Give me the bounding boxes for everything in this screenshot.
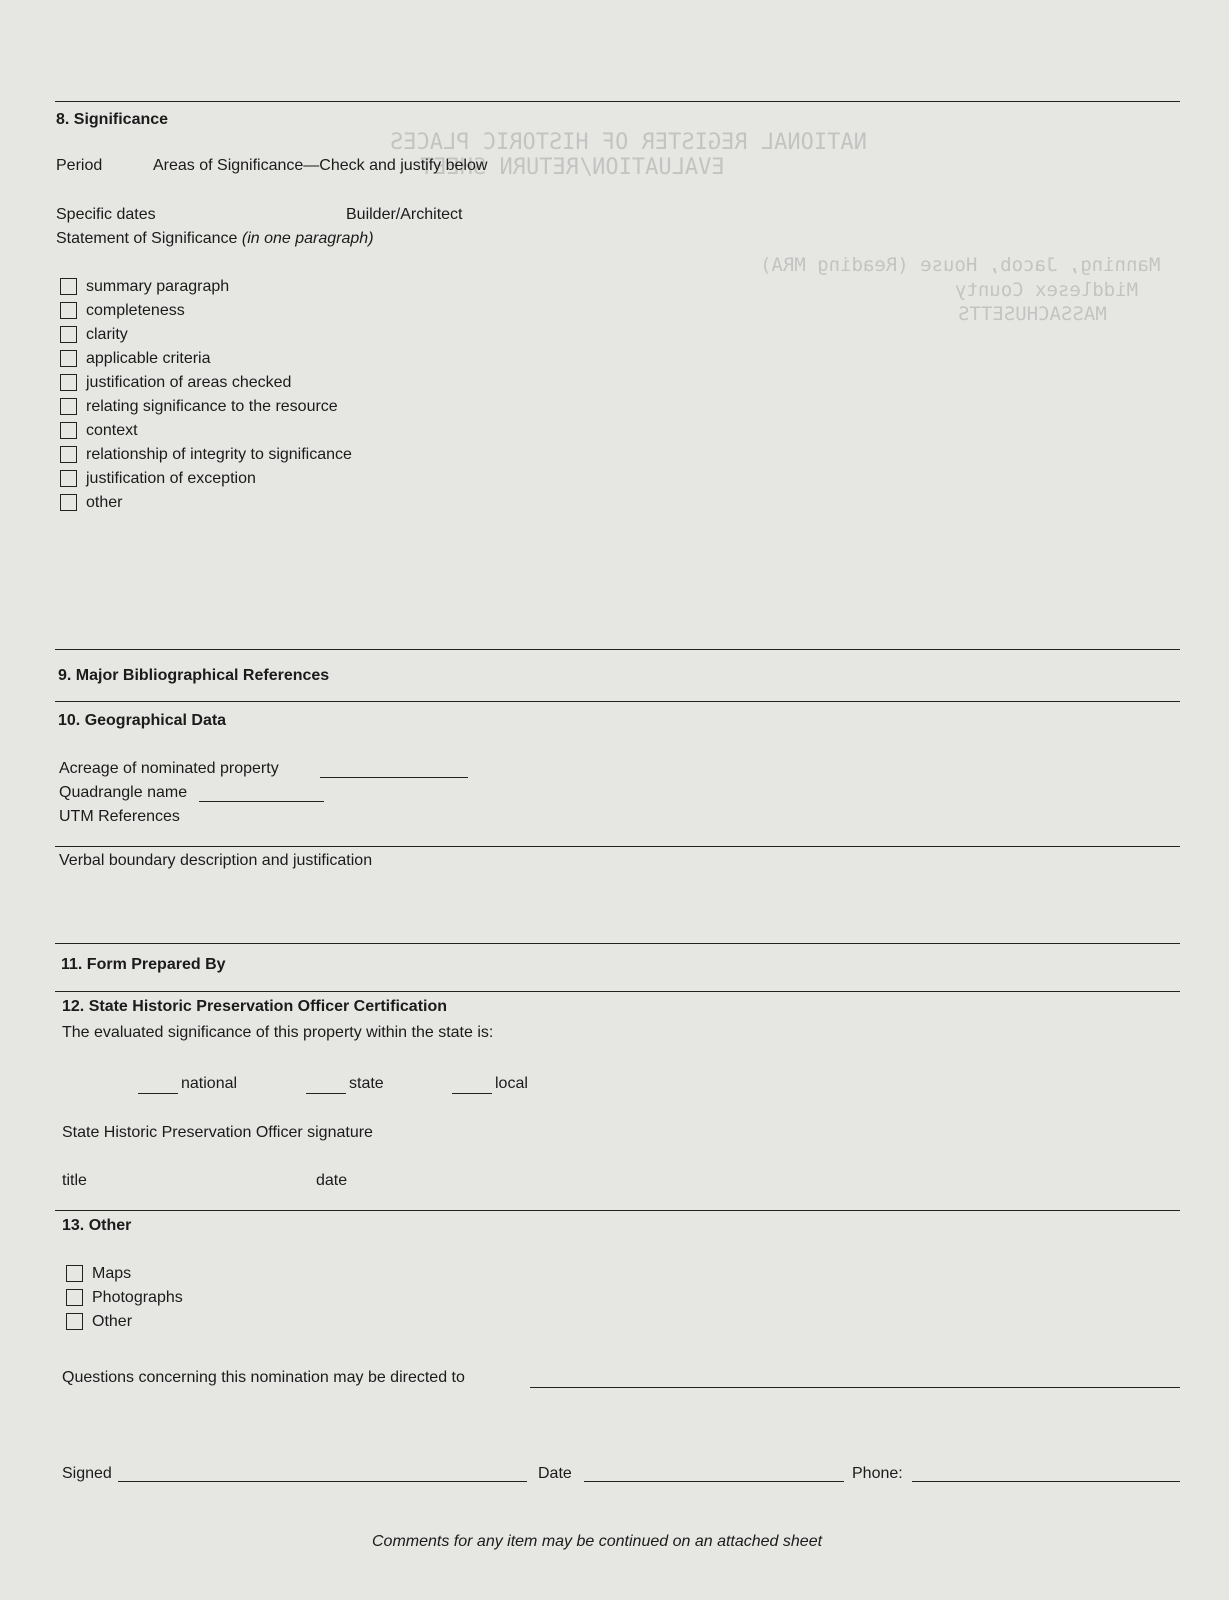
checkbox-clarity[interactable] xyxy=(60,326,77,343)
bleed-through-heading1: NATIONAL REGISTER OF HISTORIC PLACES xyxy=(390,130,867,155)
checkbox-maps[interactable] xyxy=(66,1265,83,1282)
section-11-heading: 11. Form Prepared By xyxy=(61,956,226,973)
title-label: title xyxy=(62,1172,87,1189)
other-item-other: Other xyxy=(92,1313,133,1330)
verbal-boundary-label: Verbal boundary description and justification xyxy=(59,852,373,869)
evaluated-significance-label: The evaluated significance of this property within the state is: xyxy=(62,1024,494,1041)
other-item-photographs: Photographs xyxy=(92,1289,183,1306)
checklist-item-justification-of-exception: justification of exception xyxy=(86,470,256,487)
rule-before-section-9 xyxy=(55,649,1180,650)
rule-before-section-13 xyxy=(55,1210,1180,1211)
checkbox-applicable-criteria[interactable] xyxy=(60,350,77,367)
checklist-item-relationship-of-integrity: relationship of integrity to significance xyxy=(86,446,352,463)
local-label: local xyxy=(495,1075,528,1092)
checklist-item-context: context xyxy=(86,422,138,439)
bleed-through-line3: MASSACHUSETTS xyxy=(958,303,1107,325)
footer-date-field[interactable] xyxy=(584,1481,844,1482)
bleed-through-heading2: EVALUATION/RETURN SHEET xyxy=(420,155,725,180)
rule-before-section-12 xyxy=(55,991,1180,992)
checklist-item-other: other xyxy=(86,494,123,511)
phone-field[interactable] xyxy=(912,1481,1180,1482)
checklist-item-summary-paragraph: summary paragraph xyxy=(86,278,230,295)
state-blank[interactable] xyxy=(306,1093,346,1094)
statement-label: Statement of Significance xyxy=(56,230,238,247)
checklist-item-clarity: clarity xyxy=(86,326,128,343)
areas-of-significance-label: Areas of Significance—Check and justify below xyxy=(153,157,488,174)
section-10-heading: 10. Geographical Data xyxy=(58,712,227,729)
checkbox-context[interactable] xyxy=(60,422,77,439)
phone-label: Phone: xyxy=(852,1465,903,1482)
checklist-item-relating-significance: relating significance to the resource xyxy=(86,398,338,415)
rule-before-verbal-boundary xyxy=(55,846,1180,847)
specific-dates-label: Specific dates xyxy=(56,206,156,223)
national-label: national xyxy=(181,1075,238,1092)
footer-date-label: Date xyxy=(538,1465,572,1482)
checkbox-completeness[interactable] xyxy=(60,302,77,319)
section-8-heading: 8. Significance xyxy=(56,111,169,128)
bleed-through-line1: Manning, Jacob, House (Reading MRA) xyxy=(760,254,1161,276)
bleed-through-line2: Middlesex County xyxy=(955,279,1139,301)
section-13-heading: 13. Other xyxy=(62,1217,132,1234)
checkbox-relating-significance[interactable] xyxy=(60,398,77,415)
checkbox-justification-of-areas[interactable] xyxy=(60,374,77,391)
checkbox-relationship-of-integrity[interactable] xyxy=(60,446,77,463)
questions-label: Questions concerning this nomination may be directed to xyxy=(62,1369,465,1386)
signed-field[interactable] xyxy=(118,1481,527,1482)
checklist-item-justification-of-areas: justification of areas checked xyxy=(86,374,292,391)
builder-architect-label: Builder/Architect xyxy=(346,206,463,223)
quadrangle-label: Quadrangle name xyxy=(59,784,188,801)
date-label: date xyxy=(316,1172,348,1189)
acreage-field[interactable] xyxy=(320,777,468,778)
acreage-label: Acreage of nominated property xyxy=(59,760,279,777)
statement-note: (in one paragraph) xyxy=(241,230,374,247)
national-blank[interactable] xyxy=(138,1093,178,1094)
continuation-note: Comments for any item may be continued on an attached sheet xyxy=(372,1533,823,1550)
local-blank[interactable] xyxy=(452,1093,492,1094)
other-item-maps: Maps xyxy=(92,1265,132,1282)
state-label: state xyxy=(349,1075,384,1092)
quadrangle-field[interactable] xyxy=(199,801,324,802)
checkbox-other-attachment[interactable] xyxy=(66,1313,83,1330)
shpo-signature-label: State Historic Preservation Officer signature xyxy=(62,1124,373,1141)
checkbox-other[interactable] xyxy=(60,494,77,511)
signed-label: Signed xyxy=(62,1465,112,1482)
statement-of-significance-label xyxy=(56,230,374,248)
checklist-item-completeness: completeness xyxy=(86,302,185,319)
period-label: Period xyxy=(56,157,103,174)
checkbox-justification-of-exception[interactable] xyxy=(60,470,77,487)
checkbox-photographs[interactable] xyxy=(66,1289,83,1306)
utm-references-label: UTM References xyxy=(59,808,180,825)
questions-field[interactable] xyxy=(530,1387,1180,1388)
checklist-item-applicable-criteria: applicable criteria xyxy=(86,350,211,367)
top-rule xyxy=(55,101,1180,102)
section-12-heading: 12. State Historic Preservation Officer Certification xyxy=(62,998,448,1015)
checkbox-summary-paragraph[interactable] xyxy=(60,278,77,295)
rule-before-section-11 xyxy=(55,943,1180,944)
section-9-heading: 9. Major Bibliographical References xyxy=(58,667,330,684)
rule-before-section-10 xyxy=(55,701,1180,702)
